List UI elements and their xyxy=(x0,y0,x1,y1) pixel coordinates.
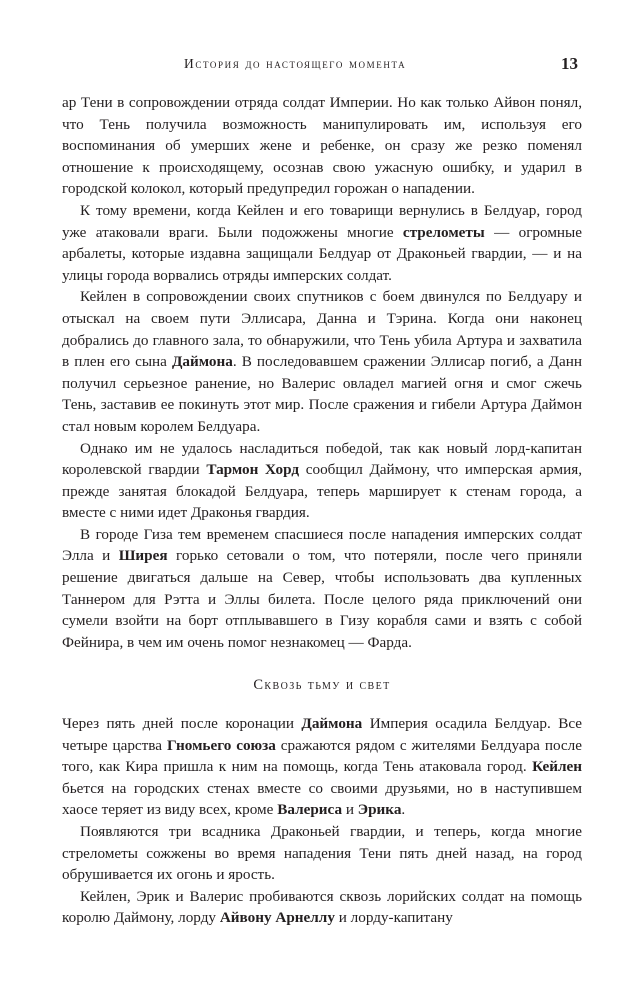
paragraph-text: бьется на городских стенах вместе со своими друзьями, но в наступившем хаосе теряет из виду всех, кроме xyxy=(62,779,582,819)
paragraph-text: . В последовавшем сражении Эллисар погиб, а Данн получил серьезное ранение, но Валерис овладел магией огня и смог сжечь Тень, заставив ее покинуть этот мир. После сражения и гибели Артура Даймон стал новым королем Белдуара. xyxy=(62,353,582,435)
paragraph-text: Однако им не удалось насладиться победой, так как новый лорд-капитан королевской гвардии xyxy=(62,439,582,479)
paragraph xyxy=(62,438,582,524)
paragraph-text: сообщил Даймону, что имперская армия, прежде занятая блокадой Белдуара, теперь марширует к стенам города, а вместе с ними идет Драконья гвардия. xyxy=(62,461,582,522)
paragraph-text: Империя осадила Белдуар. Все четыре царства xyxy=(62,715,582,754)
paragraph xyxy=(62,200,582,286)
paragraph-text: Кейлен в сопровождении своих спутников с боем двинулся по Белдуару и отыскал на своем пути Эллисара, Данна и Тэрина. Когда они наконец добрались до главного зала, то обнаружили, что Тень убила Артура и захватила в плен его сына xyxy=(62,288,582,371)
paragraph-text: ар Тени в сопровождении отряда солдат Империи. Но как только Айвон понял, что Тень получила возможность манипулировать им, используя его воспоминания об умерших жене и ребенке, он сразу же резко поменял отношение к происходящему, осознав свою ужасную ошибку, и ударил в городской колокол, который предупредил горожан о нападении. xyxy=(62,94,582,198)
paragraph-text: Кейлен, Эрик и Валерис пробиваются сквозь лорийских солдат на помощь королю Даймону, лорду xyxy=(62,887,582,927)
bold-term: Даймона xyxy=(171,353,233,371)
bold-term: Эрика xyxy=(357,801,402,819)
body-text xyxy=(62,92,582,929)
paragraph xyxy=(62,886,582,929)
bold-term: Даймона xyxy=(301,715,363,733)
paragraph-text: Через пять дней после коронации xyxy=(62,715,302,733)
paragraph-text: Появляются три всадника Драконьей гвардии, и теперь, когда многие стрелометы сожжены во время нападения Тени пять дней назад, на город обрушивается их огонь и ярость. xyxy=(62,823,582,884)
paragraph xyxy=(62,524,582,654)
paragraph-text: и лорду-капитану xyxy=(334,909,453,927)
paragraph-text: сражаются рядом с жителями Белдуара после того, как Кира пришла к ним на помощь, когда Тень атаковала город. xyxy=(62,736,582,776)
bold-term: Кейлен xyxy=(532,758,582,776)
paragraph-text: В городе Гиза тем временем спасшиеся после нападения имперских солдат Элла и xyxy=(62,525,582,565)
bold-term: стрелометы xyxy=(402,223,485,241)
running-title: История до настоящего момента xyxy=(184,56,407,71)
paragraph-text: . xyxy=(401,801,406,819)
paragraph-text: и xyxy=(342,801,358,819)
page-number: 13 xyxy=(561,54,578,73)
paragraph xyxy=(62,713,582,821)
bold-term: Ширея xyxy=(118,547,168,565)
bold-term: Айвону Арнеллу xyxy=(219,909,335,927)
section-title: Сквозь тьму и свет xyxy=(253,677,391,694)
bold-term: Гномьего союза xyxy=(166,736,276,754)
paragraph xyxy=(62,821,582,886)
paragraph xyxy=(62,286,582,437)
paragraph-text: К тому времени, когда Кейлен и его товарищи вернулись в Белдуар, город уже атаковали враги. Были подожжены многие xyxy=(62,201,582,241)
paragraph xyxy=(62,92,582,200)
running-head xyxy=(62,54,582,76)
bold-term: Тармон Хорд xyxy=(206,461,300,479)
bold-term: Валериса xyxy=(277,801,343,819)
paragraph-text: горько сетовали о том, что потеряли, после чего приняли решение двигаться дальше на Север, чтобы использовать два купленных Таннером для Рэтта и Эллы билета. После целого ряда приключений они сумели взойти на борт отплывавшего в Гизу корабля сами и взять с собой Фейнира, в чем им очень помог незнакомец — Фарда. xyxy=(62,547,582,651)
paragraph-text: — огромные арбалеты, которые издавна защищали Белдуар от Драконьей гвардии, — и на улицы города ворвались отряды имперских солдат. xyxy=(62,223,582,284)
